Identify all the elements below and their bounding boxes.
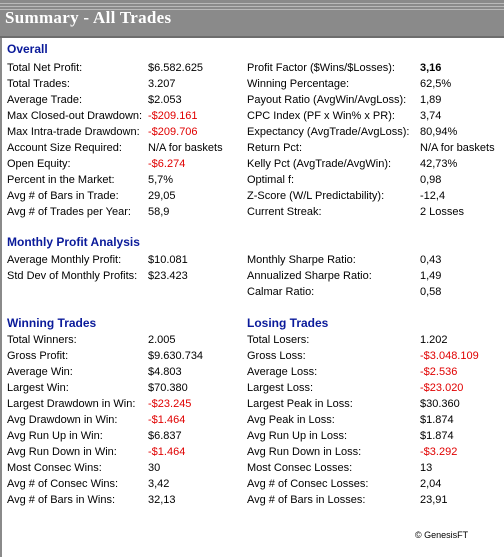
stat-row	[247, 140, 504, 156]
stat-value: 13	[420, 462, 433, 474]
stat-value: -$2.536	[420, 366, 458, 378]
stat-label: Total Losers:	[247, 334, 310, 346]
stat-value: 1,49	[420, 270, 442, 282]
stat-label: Average Loss:	[247, 366, 318, 378]
frame-border	[0, 38, 2, 557]
stat-row	[247, 92, 504, 108]
stat-label: Kelly Pct (AvgTrade/AvgWin):	[247, 158, 392, 170]
window-header	[0, 0, 504, 36]
stat-label: Most Consec Wins:	[7, 462, 102, 474]
stat-label: Profit Factor ($Wins/$Losses):	[247, 62, 395, 74]
stat-value: 2,04	[420, 478, 442, 490]
stat-label: Most Consec Losses:	[247, 462, 353, 474]
stat-label: Annualized Sharpe Ratio:	[247, 270, 372, 282]
stat-value: -$1.464	[148, 446, 186, 458]
stat-value: 80,94%	[420, 126, 458, 138]
stat-value: $70.380	[148, 382, 188, 394]
brand-name: GenesisFT	[424, 530, 469, 540]
stat-label: Avg Run Down in Win:	[7, 446, 117, 458]
stat-value: $23.423	[148, 270, 188, 282]
stat-value: 32,13	[148, 494, 176, 506]
stat-label: Monthly Sharpe Ratio:	[247, 254, 356, 266]
stat-label: Gross Loss:	[247, 350, 306, 362]
stat-label: Avg # of Bars in Losses:	[247, 494, 366, 506]
stat-row	[247, 444, 504, 460]
stat-row	[247, 60, 504, 76]
stat-label: Calmar Ratio:	[247, 286, 315, 298]
stat-row	[247, 268, 504, 284]
stat-label: Percent in the Market:	[7, 174, 115, 186]
stat-value: $6.582.625	[148, 62, 204, 74]
stat-value: $2.053	[148, 94, 182, 106]
stat-label: Avg Run Down in Loss:	[247, 446, 362, 458]
header-line	[0, 6, 504, 7]
stat-label: Largest Loss:	[247, 382, 314, 394]
frame-border	[0, 36, 504, 38]
stat-row	[247, 124, 504, 140]
stat-row	[247, 348, 504, 364]
stat-row	[247, 460, 504, 476]
stat-label: Largest Drawdown in Win:	[7, 398, 136, 410]
stat-value: N/A for baskets	[420, 142, 495, 154]
stat-label: Optimal f:	[247, 174, 295, 186]
stat-value: 0,98	[420, 174, 442, 186]
stat-label: Payout Ratio (AvgWin/AvgLoss):	[247, 94, 407, 106]
stat-row	[247, 476, 504, 492]
stat-value: 30	[148, 462, 161, 474]
stat-row	[247, 156, 504, 172]
stat-row	[247, 204, 504, 220]
stat-row	[247, 396, 504, 412]
stat-label: Avg Peak in Loss:	[247, 414, 335, 426]
stat-value: $9.630.734	[148, 350, 204, 362]
stat-label: Avg # of Trades per Year:	[7, 206, 131, 218]
stat-label: Std Dev of Monthly Profits:	[7, 270, 138, 282]
stat-value: $4.803	[148, 366, 182, 378]
stat-value: -$3.292	[420, 446, 458, 458]
stat-row	[247, 428, 504, 444]
stat-row	[247, 252, 504, 268]
stat-label: Expectancy (AvgTrade/AvgLoss):	[247, 126, 410, 138]
stat-value: $30.360	[420, 398, 460, 410]
stat-label: Largest Peak in Loss:	[247, 398, 353, 410]
stat-value: -12,4	[420, 190, 446, 202]
stat-value: $10.081	[148, 254, 188, 266]
stat-value: 62,5%	[420, 78, 452, 90]
stat-label: Avg # of Bars in Trade:	[7, 190, 119, 202]
section-winning: Winning Trades	[7, 316, 97, 330]
stat-row	[247, 188, 504, 204]
stat-value: -$6.274	[148, 158, 186, 170]
section-monthly: Monthly Profit Analysis	[7, 235, 140, 249]
stat-label: Gross Profit:	[7, 350, 69, 362]
stat-value: $6.837	[148, 430, 182, 442]
stat-value: $1.874	[420, 414, 454, 426]
copyright-icon: ©	[415, 530, 422, 540]
stat-value: N/A for baskets	[148, 142, 223, 154]
stat-value: 3.207	[148, 78, 176, 90]
stat-value: -$23.245	[148, 398, 192, 410]
stat-value: 0,43	[420, 254, 442, 266]
stat-value: 23,91	[420, 494, 448, 506]
stat-label: Avg Run Up in Loss:	[247, 430, 348, 442]
stat-row	[247, 380, 504, 396]
stat-label: Winning Percentage:	[247, 78, 350, 90]
stat-value: 2 Losses	[420, 206, 465, 218]
stat-label: Average Trade:	[7, 94, 83, 106]
stat-value: 42,73%	[420, 158, 458, 170]
stat-row	[247, 108, 504, 124]
stat-value: 2.005	[148, 334, 176, 346]
stat-row	[247, 172, 504, 188]
stat-value: 1.202	[420, 334, 448, 346]
stat-value: $1.874	[420, 430, 454, 442]
stat-label: Total Net Profit:	[7, 62, 83, 74]
stat-label: Current Streak:	[247, 206, 322, 218]
stat-label: Account Size Required:	[7, 142, 122, 154]
stat-label: Z-Score (W/L Predictability):	[247, 190, 385, 202]
stat-row	[247, 412, 504, 428]
stat-value: -$209.706	[148, 126, 198, 138]
section-overall: Overall	[7, 42, 48, 56]
stat-label: Average Monthly Profit:	[7, 254, 122, 266]
stat-value: 29,05	[148, 190, 176, 202]
stat-value: 5,7%	[148, 174, 174, 186]
stat-label: Largest Win:	[7, 382, 69, 394]
stat-label: Max Closed-out Drawdown:	[7, 110, 143, 122]
stat-label: CPC Index (PF x Win% x PR):	[247, 110, 395, 122]
stat-label: Total Trades:	[7, 78, 70, 90]
stat-label: Avg Run Up in Win:	[7, 430, 103, 442]
stat-label: Average Win:	[7, 366, 73, 378]
stat-value: -$3.048.109	[420, 350, 479, 362]
footer-brand	[415, 530, 468, 540]
stat-row	[247, 492, 504, 508]
stat-value: -$209.161	[148, 110, 198, 122]
stat-value: 1,89	[420, 94, 442, 106]
stat-row	[247, 364, 504, 380]
stat-label: Total Winners:	[7, 334, 77, 346]
header-line	[0, 3, 504, 4]
stat-value: 3,74	[420, 110, 442, 122]
stat-value: 0,58	[420, 286, 442, 298]
page-title: Summary - All Trades	[5, 8, 172, 27]
stat-label: Return Pct:	[247, 142, 303, 154]
stat-value: -$23.020	[420, 382, 464, 394]
stat-value: -$1.464	[148, 414, 186, 426]
stat-value: 3,16	[420, 62, 442, 74]
stat-row	[247, 332, 504, 348]
stat-row	[247, 284, 504, 300]
stat-value: 58,9	[148, 206, 170, 218]
stat-label: Avg # of Consec Losses:	[247, 478, 369, 490]
stat-value: 3,42	[148, 478, 170, 490]
stat-label: Avg # of Consec Wins:	[7, 478, 119, 490]
stat-label: Avg Drawdown in Win:	[7, 414, 118, 426]
stat-label: Open Equity:	[7, 158, 71, 170]
stat-row	[247, 76, 504, 92]
section-losing: Losing Trades	[247, 316, 329, 330]
stat-label: Avg # of Bars in Wins:	[7, 494, 116, 506]
stat-label: Max Intra-trade Drawdown:	[7, 126, 140, 138]
